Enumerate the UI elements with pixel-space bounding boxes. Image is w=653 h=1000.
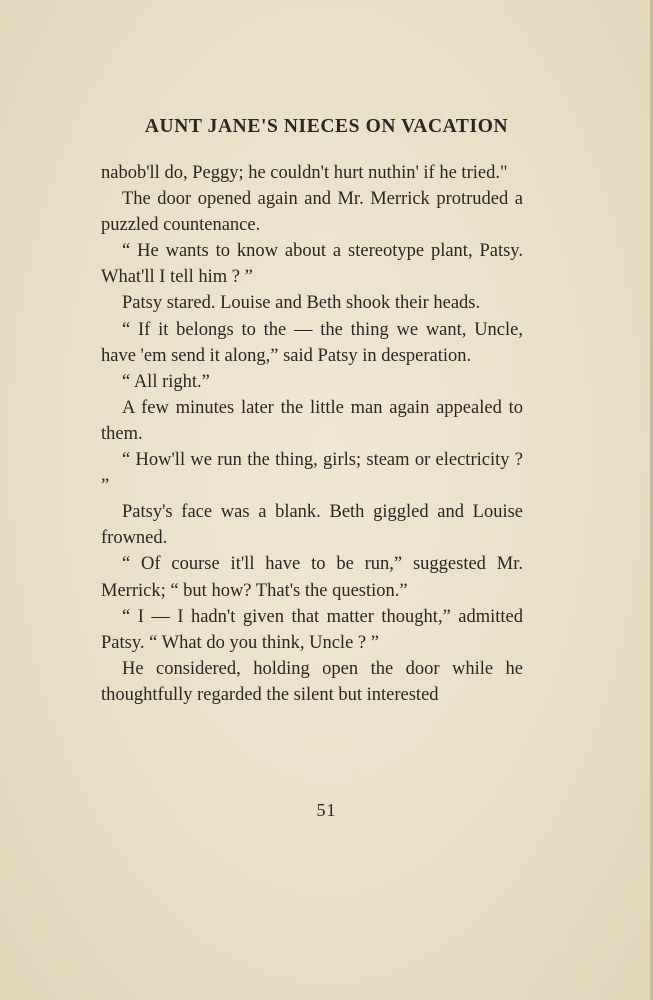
paragraph: A few minutes later the little man again appealed to them.: [101, 397, 523, 444]
paragraph: “ I — I hadn't given that matter thought,” admitted Patsy. “ What do you think, Uncle ? ”: [101, 606, 523, 653]
paragraph: “ How'll we run the thing, girls; steam or electricity ? ”: [101, 450, 523, 497]
body-text: [101, 160, 523, 708]
paragraph: The door opened again and Mr. Merrick protruded a puzzled countenance.: [101, 189, 523, 236]
paragraph: “ He wants to know about a stereotype plant, Patsy. What'll I tell him ? ”: [101, 241, 523, 288]
paragraph: Patsy stared. Louise and Beth shook their heads.: [122, 293, 481, 314]
running-head: AUNT JANE'S NIECES ON VACATION: [144, 116, 509, 137]
paragraph: “ All right.”: [122, 371, 210, 392]
paragraph: “ If it belongs to the — the thing we want, Uncle, have 'em send it along,” said Patsy in desperation.: [101, 319, 523, 366]
paragraph: nabob'll do, Peggy; he couldn't hurt nuthin' if he tried.": [101, 163, 508, 183]
paragraph: He considered, holding open the door while he thoughtfully regarded the silent but interested: [101, 658, 523, 705]
page-number: 51: [316, 800, 337, 820]
paragraph: “ Of course it'll have to be run,” suggested Mr. Merrick; “ but how? That's the question.”: [101, 554, 523, 601]
paragraph: Patsy's face was a blank. Beth giggled and Louise frowned.: [101, 502, 523, 549]
